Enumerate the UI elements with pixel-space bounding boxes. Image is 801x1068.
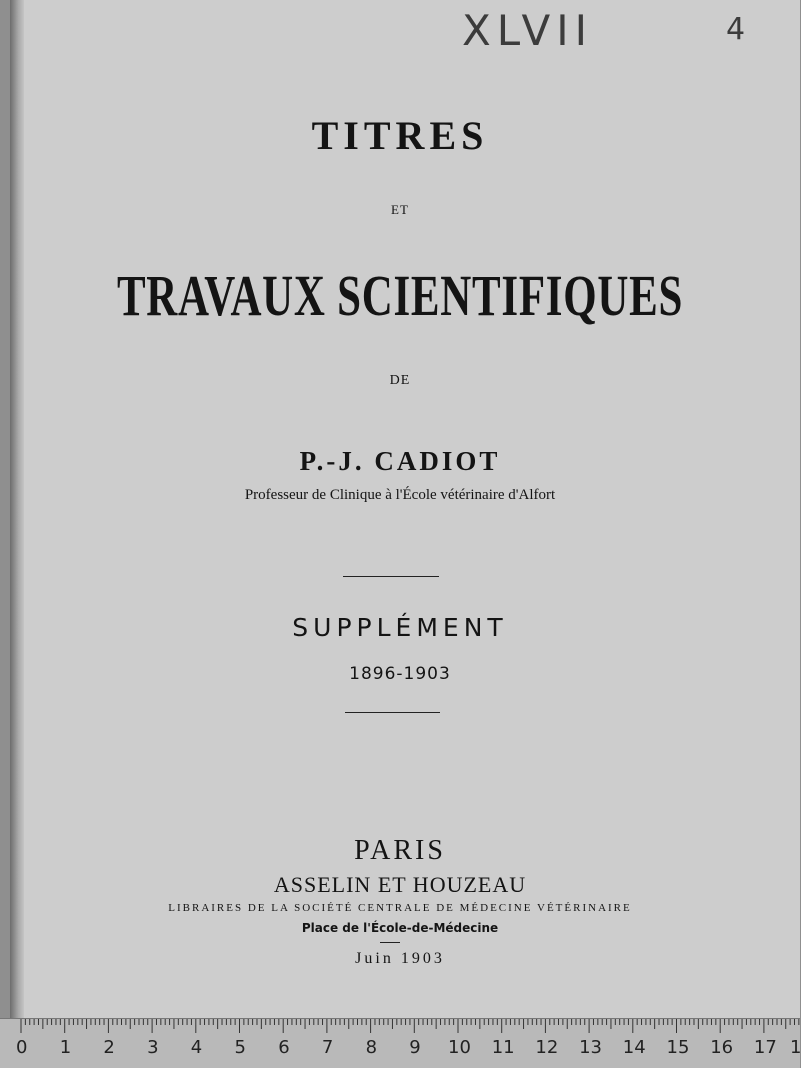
ruler-number: 11 (491, 1037, 515, 1058)
publication-city: PARIS (354, 835, 446, 866)
ruler-number: 14 (622, 1037, 646, 1058)
page-subtitle: TRAVAUX SCIENTIFIQUES (116, 263, 684, 328)
title-conjunction: ET (391, 202, 409, 217)
ruler-number: 8 (365, 1037, 378, 1058)
ruler-number: 4 (190, 1037, 203, 1058)
publisher-address: Place de l'École-de-Médecine (301, 921, 499, 935)
author-position: Professeur de Clinique à l'École vétérinaire d'Alfort (244, 487, 556, 503)
ruler-number: 3 (147, 1037, 159, 1058)
divider-rule-top (343, 576, 439, 577)
ruler-number: 0 (16, 1037, 28, 1058)
ruler-number: 10 (448, 1037, 471, 1058)
handwritten-volume-mark: XLVII (462, 6, 594, 55)
short-dash (380, 942, 400, 943)
author-name: P.-J. CADIOT (299, 446, 501, 476)
ruler-number: 13 (579, 1037, 602, 1058)
ruler-number: 1 (59, 1037, 72, 1058)
divider-rule-bottom (345, 712, 440, 713)
page-title: TITRES (311, 113, 489, 158)
ruler-number: 7 (321, 1037, 334, 1058)
ruler-number: 2 (103, 1037, 115, 1058)
publication-date: Juin 1903 (355, 950, 445, 967)
ruler-number: 6 (278, 1037, 290, 1058)
publisher-name: ASSELIN ET HOUZEAU (273, 872, 527, 897)
year-range: 1896-1903 (349, 664, 451, 684)
ruler-number: 16 (710, 1037, 734, 1058)
publisher-description: LIBRAIRES DE LA SOCIÉTÉ CENTRALE DE MÉDECINE VÉTÉRINAIRE (168, 902, 632, 914)
ruler-number: 12 (535, 1037, 559, 1058)
title-preposition: DE (389, 373, 411, 388)
supplement-heading: SUPPLÉMENT (292, 613, 508, 642)
ruler-number: 15 (666, 1037, 690, 1058)
ruler-number: 9 (409, 1037, 421, 1058)
handwritten-page-number: 4 (726, 12, 746, 47)
ruler-number: 1 (790, 1037, 801, 1058)
ruler-number: 5 (234, 1037, 246, 1058)
ruler-number: 17 (753, 1037, 777, 1058)
